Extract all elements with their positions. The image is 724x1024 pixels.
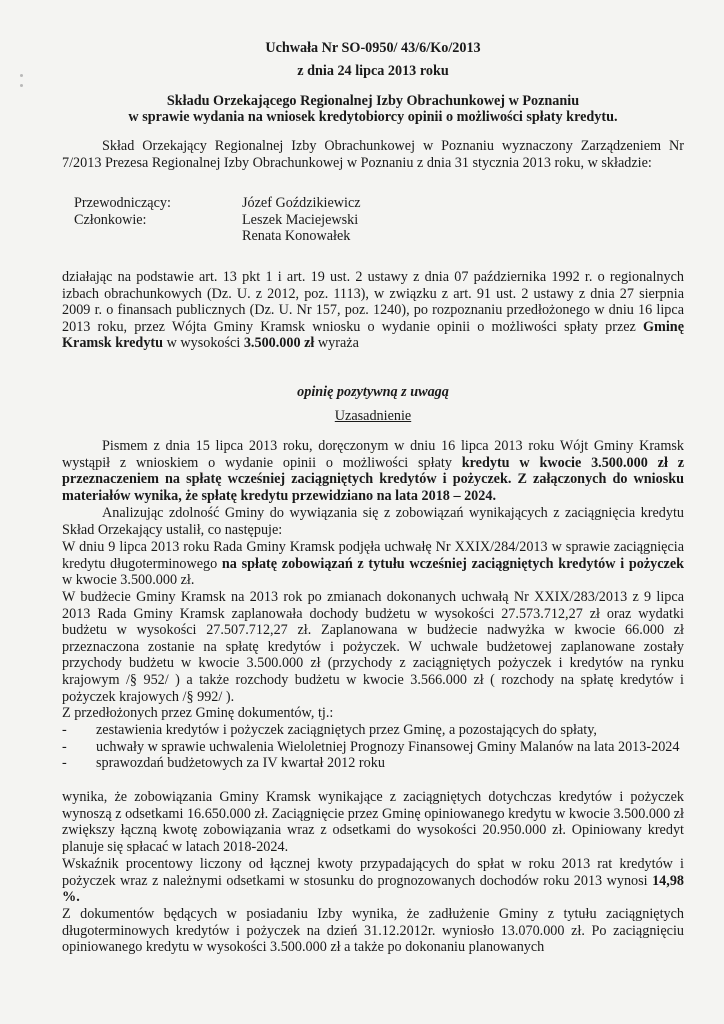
opinion-statement: opinię pozytywną z uwagą — [297, 384, 449, 400]
scan-speck — [20, 74, 23, 77]
member-name: Leszek Maciejewski — [242, 211, 359, 228]
justification-paragraph-3: W dniu 9 lipca 2013 roku Rada Gminy Kramsk podjęła uchwałę Nr XXIX/284/2013 w sprawie zaciągnięcia kredytu długoterminowego na spłatę zobowiązań z tytułu wcześniej zaciągniętych kredytów i pożyczek w kwocie 3.500.000 zł. — [62, 539, 685, 589]
scan-speck — [20, 84, 23, 87]
budget-paragraph: W budżecie Gminy Kramsk na 2013 rok po zmianach dokonanych uchwałą Nr XXIX/283/2013 z 9 lipca 2013 Rada Gminy Kramsk zaplanowała dochody budżetu w wysokości 27.573.712,27 zł oraz wydatki budżetu w wysokości 27.507.712,27 zł. Zaplanowana w budżecie nadwyżka w kwocie 66.000 zł przeznaczona zostanie na spłatę kredytów i pożyczek. W uchwale budżetowej zaplanowane zostały przychody budżetu w kwocie 3.500.000 zł (przychody z zaciągniętych pożyczek i kredytów na rynku krajowym /§ 952/ ) a także rozchody budżetu w kwocie 3.566.000 zł ( rozchody na spłatę kredytów i pożyczek krajowych /§ 992/ ). — [62, 589, 684, 705]
indicator-paragraph: Wskaźnik procentowy liczony od łącznej kwoty przypadających do spłat w roku 2013 rat kredytów i pożyczek wraz z należnymi odsetkami w stosunku do prognozowanych dochodów roku 2013 wynosi 14,98 %. — [62, 856, 684, 906]
intro-paragraph: Skład Orzekający Regionalnej Izby Obrachunkowej w Poznaniu wyznaczony Zarządzeniem Nr 7/2013 Prezesa Regionalnej Izby Obrachunkowej w Poznaniu z dnia 31 stycznia 2013 roku, w składzie: — [62, 138, 684, 171]
debt-paragraph: Z dokumentów będących w posiadaniu Izby wynika, że zadłużenie Gminy z tytułu zaciągniętych długoterminowych kredytów i pożyczek na dzień 31.12.2012r. wyniosło 13.070.000 zł. Po zaciągnięciu opiniowanego kredytu w wysokości 3.500.000 zł a także po dokonaniu planowanych — [62, 906, 684, 956]
resolution-date: z dnia 24 lipca 2013 roku — [297, 63, 449, 79]
chair-name: Józef Goździkiewicz — [242, 195, 361, 211]
documents-list — [62, 722, 684, 772]
obligations-paragraph: wynika, że zobowiązania Gminy Kramsk wynikające z zaciągniętych dotychczas kredytów i pożyczek wynoszą z odsetkami 16.650.000 zł. Zaciągnięcie przez Gminę opiniowanego kredytu w kwocie 3.500.000 zł zwiększy łączną kwotę zobowiązania wraz z odsetkami do wysokości 20.950.000 zł. Opiniowany kredyt planuje się spłacać w latach 2018-2024. — [62, 789, 684, 855]
list-item: - sprawozdań budżetowych za IV kwartał 2012 roku — [62, 755, 385, 772]
justification-paragraph-2: Analizując zdolność Gminy do wywiązania się z zobowiązań wynikających z zaciągnięcia kredytu Skład Orzekający ustalił, co następuje: — [62, 505, 684, 538]
justification-paragraph-1: Pismem z dnia 15 lipca 2013 roku, doręczonym w dniu 16 lipca 2013 roku Wójt Gminy Kramsk wystąpił z wnioskiem o wydanie opinii o możliwości spłaty kredytu w kwocie 3.500.000 zł z przeznaczeniem na spłatę wcześniej zaciągniętych kredytów i pożyczek. Z załączonych do wniosku materiałów wynika, że spłatę kredytu przewidziano na lata 2018 – 2024. — [62, 438, 685, 504]
legal-basis-paragraph: działając na podstawie art. 13 pkt 1 i art. 19 ust. 2 ustawy z dnia 07 października 1992 r. o regionalnych izbach obrachunkowych (Dz. U. z 2012, poz. 1113), w związku z art. 91 ust. 2 ustawy z dnia 27 sierpnia 2009 r. o finansach publicznych (Dz. U. Nr 157, poz. 1240), po rozpoznaniu przedłożonego w dniu 16 lipca 2013 roku, przez Wójta Gminy Kramsk wniosku o wydanie opinii o możliwości spłaty przez Gminę Kramsk kredytu w wysokości 3.500.000 zł wyraża — [62, 269, 684, 352]
documents-intro: Z przedłożonych przez Gminę dokumentów, tj.: — [62, 705, 334, 721]
members-label: Członkowie: — [74, 211, 147, 228]
member-name: Renata Konowałek — [242, 228, 351, 245]
list-item: - uchwały w sprawie uchwalenia Wieloletniej Prognozy Finansowej Gminy Malanów na lata 2013-2024 — [62, 738, 680, 755]
chair-label: Przewodniczący: — [74, 195, 171, 211]
justification-heading: Uzasadnienie — [334, 408, 412, 424]
issuing-body-line1: Składu Orzekającego Regionalnej Izby Obrachunkowej w Poznaniu — [166, 93, 580, 109]
issuing-body-line2: w sprawie wydania na wniosek kredytobiorcy opinii o możliwości spłaty kredytu. — [128, 109, 618, 125]
resolution-number: Uchwała Nr SO-0950/ 43/6/Ko/2013 — [265, 40, 481, 56]
panel-composition — [62, 195, 684, 245]
list-item: - zestawienia kredytów i pożyczek zaciągniętych przez Gminę, a pozostających do spłaty, — [62, 722, 597, 738]
